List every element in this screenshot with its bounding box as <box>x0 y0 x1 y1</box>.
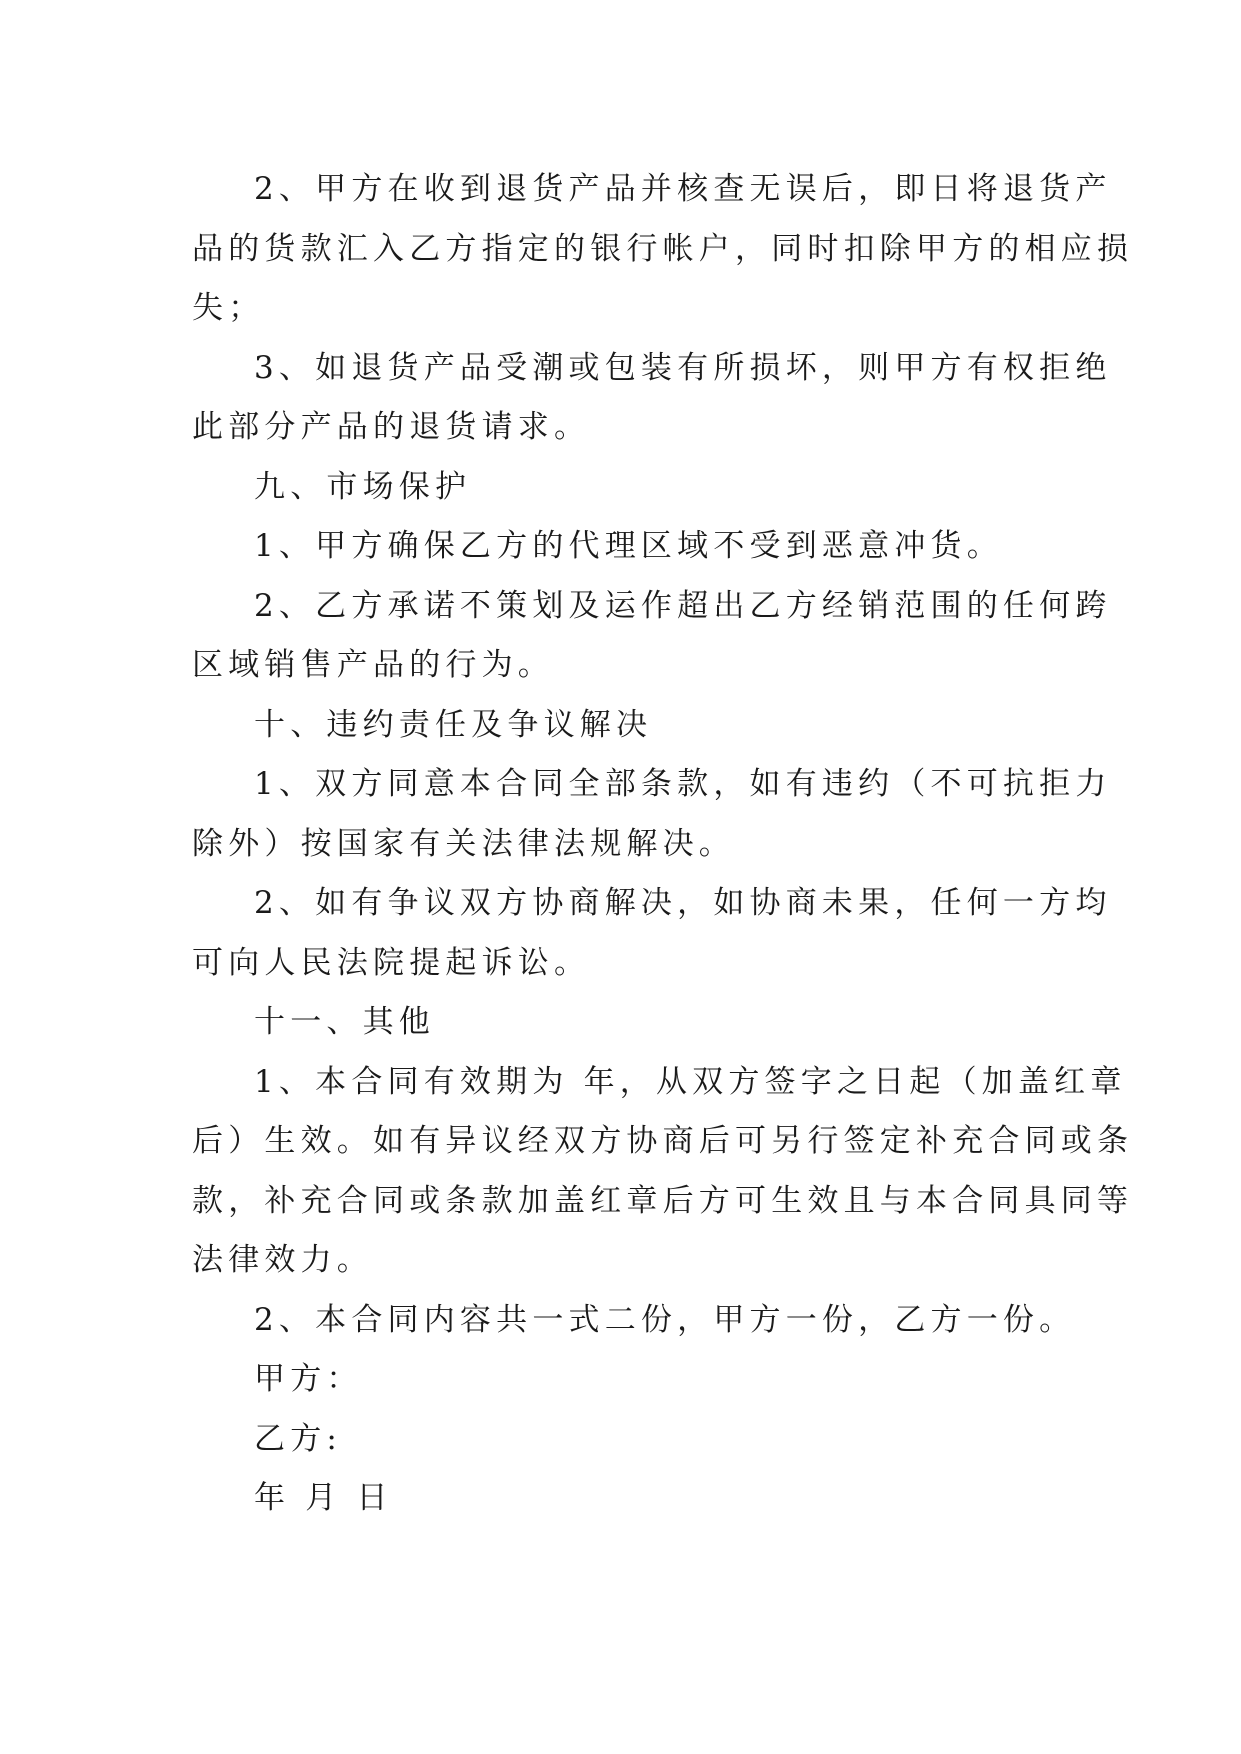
paragraph-line: 区域销售产品的行为。 <box>192 647 554 683</box>
document-body <box>192 160 1134 1529</box>
paragraph-line: 1、双方同意本合同全部条款，如有违约（不可抗拒力 <box>254 766 1112 802</box>
paragraph-line: 2、本合同内容共一式二份，甲方一份，乙方一份。 <box>254 1301 1076 1338</box>
paragraph-line: 2、乙方承诺不策划及运作超出乙方经销范围的任何跨 <box>254 587 1112 624</box>
section-heading-market-protection: 九、市场保护 <box>254 468 472 505</box>
paragraph-line: 3、如退货产品受潮或包装有所损坏，则甲方有权拒绝 <box>254 349 1112 386</box>
paragraph-line: 可向人民法院提起诉讼。 <box>192 944 591 981</box>
paragraph-line: 2、甲方在收到退货产品并核查无误后，即日将退货产 <box>254 171 1112 207</box>
paragraph-line: 品的货款汇入乙方指定的银行帐户，同时扣除甲方的相应损 <box>192 230 1134 267</box>
section-heading-other: 十一、其他 <box>254 1004 435 1040</box>
paragraph-line: 失； <box>192 290 265 326</box>
paragraph-line: 此部分产品的退货请求。 <box>192 409 591 445</box>
paragraph-line: 2、如有争议双方协商解决，如协商未果，任何一方均 <box>254 885 1112 921</box>
paragraph-line: 1、甲方确保乙方的代理区域不受到恶意冲货。 <box>254 528 1003 564</box>
paragraph-line: 后）生效。如有异议经双方协商后可另行签定补充合同或条 <box>192 1123 1134 1159</box>
paragraph-line: 1、本合同有效期为 年，从双方签字之日起（加盖红章 <box>254 1063 1127 1100</box>
paragraph-line: 除外）按国家有关法律法规解决。 <box>192 825 735 862</box>
signature-party-a: 甲方： <box>254 1361 363 1397</box>
section-heading-liability: 十、违约责任及争议解决 <box>254 706 653 743</box>
paragraph-line: 款，补充合同或条款加盖红章后方可生效且与本合同具同等 <box>192 1182 1134 1219</box>
signature-date: 年 月 日 <box>254 1480 393 1516</box>
paragraph-line: 法律效力。 <box>192 1242 373 1278</box>
signature-party-b: 乙方: <box>254 1420 343 1457</box>
